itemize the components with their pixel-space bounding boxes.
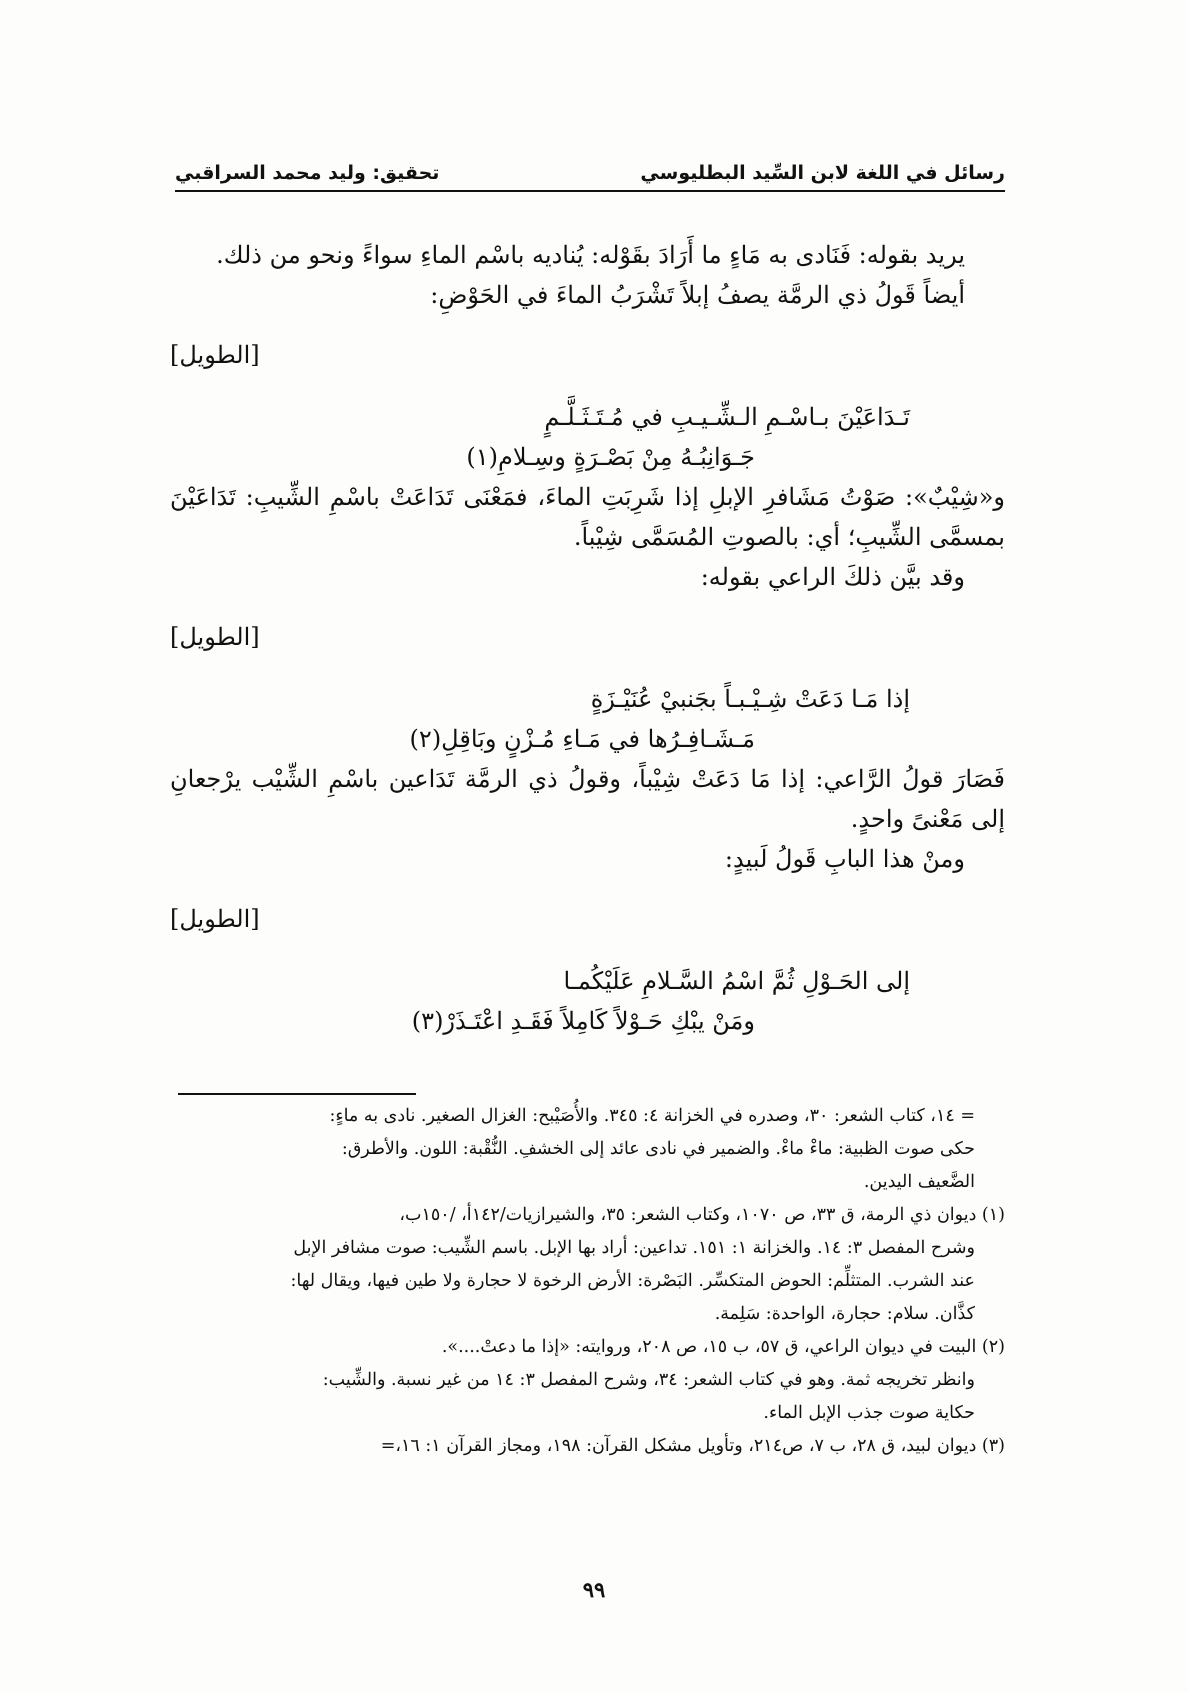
footnote-1-line: عند الشرب. المتثلِّم: الحوض المتكسِّر. البَصْرة: الأرض الرخوة لا حجارة ولا طين فيها، ويقال لها: [290, 1271, 975, 1291]
footnote-continued-line: الضَّعيف اليدين. [863, 1172, 975, 1192]
verse-2-hemistich-1: إذا مَـا دَعَتْ شِـيْـبـاً بجَنبيْ عُنَيْـزَةٍ [590, 685, 910, 713]
verse-3-hemistich-2: ومَنْ يبْكِ حَـوْلاً كَامِلاً فَقَـدِ اعْتَـذَرْ(٣) [411, 1007, 755, 1035]
footnote-1-line: كذَّان. سلام: حجارة، الواحدة: سَلِمة. [714, 1304, 975, 1324]
footnotes [170, 1100, 1005, 1463]
page-number: ٩٩ [582, 1577, 606, 1602]
paragraph-2: أيضاً قَولُ ذي الرمَّة يصفُ إبلاً تَشْرَبُ الماءَ في الحَوْضِ: [430, 281, 965, 309]
running-header [175, 150, 1005, 184]
footnote-2-line: وانظر تخريجه ثمة. وهو في كتاب الشعر: ٣٤، وشرح المفصل ٣: ١٤ من غير نسبة. والشِّيب: [322, 1370, 975, 1390]
book-title: رسائل في اللغة لابن السِّيد البطليوسي [640, 162, 1005, 184]
verse-3-hemistich-1: إلى الحَـوْلِ ثُمَّ اسْمُ السَّـلامِ عَلَيْكُمـا [563, 967, 910, 995]
footnote-2: (٢) البيت في ديوان الراعي، ق ٥٧، ب ١٥، ص ٢٠٨، وروايته: «إذا ما دعتْ....». [441, 1337, 1005, 1357]
footnote-rule [178, 1093, 416, 1095]
footnote-2-line: حكاية صوت جذب الإبل الماء. [763, 1403, 975, 1423]
paragraph-4: وقد بيَّن ذلكَ الراعي بقوله: [700, 563, 965, 591]
footnote-1: (١) ديوان ذي الرمة، ق ٣٣، ص ١٠٧٠، وكتاب الشعر: ٣٥، والشيرازيات/١٤٢أ، /١٥٠ب، [399, 1205, 1005, 1225]
verse-1-hemistich-1: تَـدَاعَيْنَ بـاسْـمِ الـشِّـيـبِ في مُـتَـثَـلَّـمٍ [544, 403, 910, 431]
header-rule [175, 190, 1005, 192]
paragraph-3: و«شِيْبٌ»: صَوْتُ مَشَافرِ الإبلِ إذا شَرِبَتِ الماءَ، فمَعْنَى تَدَاعَتْ باسْمِ الشِّيبِ: تَدَاعَيْنَ بمسمَّى الشِّيبِ؛ أي: بالصوتِ المُسَمَّى شِيْباً. [170, 483, 1005, 551]
footnote-continued-line: = ١٤، كتاب الشعر: ٣٠، وصدره في الخزانة ٤: ٣٤٥. والأُصَيْبح: الغزال الصغير. نادى به ماءٍ: [329, 1106, 975, 1126]
editor-credit: تحقيق: وليد محمد السراقبي [175, 162, 440, 184]
meter-label-2: [الطويل] [170, 623, 260, 651]
footnote-1-line: وشرح المفصل ٣: ١٤. والخزانة ١: ١٥١. تداعين: أراد بها الإبل. باسم الشِّيب: صوت مشافر الإبل [293, 1238, 975, 1258]
main-text [170, 235, 1005, 1041]
paragraph-5: فَصَارَ قولُ الرَّاعي: إذا مَا دَعَتْ شِيْباً، وقولُ ذي الرمَّة تَدَاعين باسْمِ الشِّيْب يرْجعانِ إلى مَعْنىً واحدٍ. [170, 765, 1006, 833]
paragraph-1: يريد بقوله: فَنَادى به مَاءٍ ما أَرَادَ بقَوْله: يُناديه باسْم الماءِ سواءً ونحو من ذلك. [216, 241, 965, 269]
meter-label-1: [الطويل] [170, 341, 260, 369]
meter-label-3: [الطويل] [170, 905, 260, 933]
verse-2-hemistich-2: مَـشَـافِـرُها في مَـاءِ مُـزْنٍ وبَاقِلِ(٢) [409, 725, 755, 753]
footnote-3: (٣) ديوان لبيد، ق ٢٨، ب ٧، ص٢١٤، وتأويل مشكل القرآن: ١٩٨، ومجاز القرآن ١: ١٦،= [380, 1436, 1005, 1456]
verse-1-hemistich-2: جَـوَانِبُـهُ مِنْ بَصْـرَةٍ وسِـلامِ(١) [466, 443, 755, 471]
footnote-continued-line: حكى صوت الظبية: ماءْ ماءْ. والضمير في نادى عائد إلى الخشفِ. النُّقْبة: اللون. والأطرق: [341, 1139, 975, 1159]
paragraph-6: ومنْ هذا البابِ قَولُ لَبيدٍ: [724, 845, 965, 873]
